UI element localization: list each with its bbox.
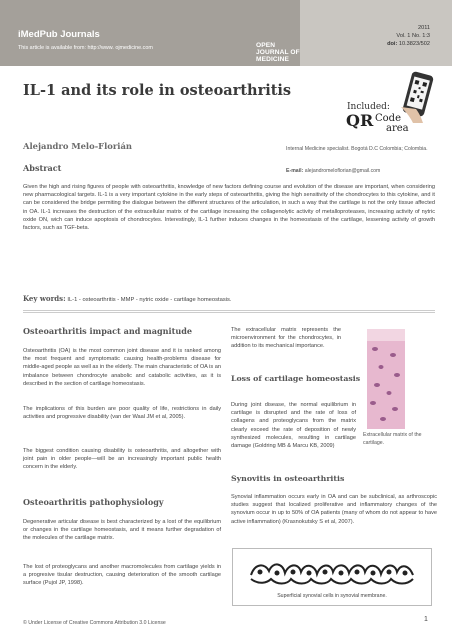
impact-paragraph-1: Osteoarthritis (OA) is the most common joint disease and it is ranked among the most frequent and symptomatic causing health-problems disease for middle-aged people as well as in the elderly. The main characteristic of OA is an imbalance between chondrocyte anabolic and catabolic activities, as it is described in the section of cartilage homeostasis. — [23, 348, 221, 387]
keywords-label: Key words: — [23, 294, 66, 303]
pathophysiology-paragraph-1: Degenerative articular disease is best characterized by a lost of the equilibrium or changes in the cartilage homeostasis, and it means further degradation of the molecules of the cartilage matrix. — [23, 519, 221, 542]
abstract-heading: Abstract — [23, 163, 62, 173]
ecm-micrograph — [367, 329, 405, 429]
journal-header — [0, 0, 452, 66]
synovial-cells-drawing — [247, 557, 417, 587]
impact-heading: Osteoarthritis impact and magnitude — [23, 326, 193, 336]
license-footer: © Under License of Creative Commons Attribution 3.0 License — [23, 620, 166, 626]
pathophysiology-heading: Osteoarthritis pathophysiology — [23, 497, 164, 507]
qr-phone-icon[interactable] — [399, 71, 437, 125]
doi-label: doi: — [387, 41, 398, 47]
issue-doi — [365, 40, 445, 48]
ecm-paragraph: The extracellular matrix represents the microenvironment for the chondrocytes, in addition to its mechanical importance. — [231, 327, 341, 350]
email-label: E-mail: — [286, 168, 304, 174]
synovial-caption: Superficial synovial cells in synovial membrane. — [277, 593, 387, 599]
qr-included-label: Included: — [347, 102, 390, 112]
issue-info — [365, 24, 445, 64]
abstract-text: Given the high and rising figures of people with osteoarthritis, knowledge of new factors defining course and evolution of the disease are important, when considering new pharmacological targets. IL-1 is a very important cytokine in the early steps of osteoarthritis, giving the high sensitivity of the chondrocytes to this cytokine, and it can be considered the bridge permiting the dialogue between the different structures of the articulation, in such a way that the cartilage is not the only tissue affected in OA. IL-1 increases the destruction of the extracellular matrix of the cartilage increasing the collagenolytic activity of metalloproteases, increasing activity of nytric oxide ON, wich can induce apoptosis of chondrocytes. Interestingly, IL-1 further induces changes in the homeostasis of the cartilage, lessening activity of growth factors, such as TGF-beta. — [23, 184, 435, 232]
impact-paragraph-2: The implications of this burden are poor quality of life, restrictions in daily activities and progressive disability (van der Waal JM et al, 2005). — [23, 406, 221, 421]
availability-link[interactable]: This article is available from: http://www. ojmedicine.com — [18, 45, 153, 51]
issue-volume: Vol. 1 No. 1:3 — [396, 33, 430, 39]
email-link[interactable]: alejandromeloflorian@gmail.com — [304, 168, 381, 174]
homeostasis-heading: Loss of cartilage homeostasis — [231, 374, 361, 383]
journal-name: OPEN JOURNAL OF MEDICINE — [256, 42, 300, 63]
article-title: IL-1 and its role in osteoarthritis — [23, 82, 292, 99]
author-name: Alejandro Melo-Florián — [23, 141, 132, 151]
keywords-line — [23, 294, 232, 303]
homeostasis-paragraph: During joint disease, the normal equilibrium in cartilage is disrupted and the rate of loss of collagens and proteoglycans from the matrix clearly exceed the rate of deposition of newly synthesized molecules, resulting in cartilage damage (Goldring MB & Marcu KB, 2009) — [231, 402, 356, 450]
keywords-list: IL-1 - osteoarthritis - MMP - nytric oxide - cartilage homeostasis. — [67, 297, 232, 303]
qr-code-label: Code — [375, 113, 401, 124]
synovitis-paragraph: Synovial inflammation occurs early in OA and can be subclinical, as arthroscopic studies suggest that localized proliferative and inflammatory changes of the synovium occur in up to 50% of OA patients (many of whom do not appear to have active inflammation) (Krasnokutsky S et al, 2007). — [231, 494, 437, 525]
journal-brand: iMedPub Journals — [18, 29, 100, 40]
synovitis-heading: Synovitis in osteoarthritis — [231, 474, 345, 483]
ecm-caption: Extracellular matrix of the cartilage. — [363, 432, 422, 446]
issue-year: 2011 — [417, 25, 430, 31]
page-number: 1 — [424, 616, 428, 623]
pathophysiology-paragraph-2: The lost of proteoglycans and another macromolecules from cartilage yields in a progresive tisular destruction, causing deterioration of the smooth cartilage surface (Pujol JP, 1998). — [23, 564, 221, 587]
doi-value[interactable]: 10.3823/502 — [398, 41, 430, 47]
header-brand-panel — [0, 0, 300, 66]
qr-label: QR — [346, 111, 374, 130]
impact-paragraph-3: The biggest condition causing disability is osteoarthritis, and altogether with joint pain in older people—will be an increasingly important public health concern in the elderly. — [23, 448, 221, 471]
synovial-figure — [232, 548, 432, 606]
author-affiliation: Internal Medicine specialist. Bogotá D.C Colombia; Colombia. — [286, 146, 428, 152]
divider — [23, 312, 435, 313]
author-email — [286, 168, 380, 174]
qr-area-label: area — [386, 123, 409, 134]
divider — [23, 310, 435, 311]
